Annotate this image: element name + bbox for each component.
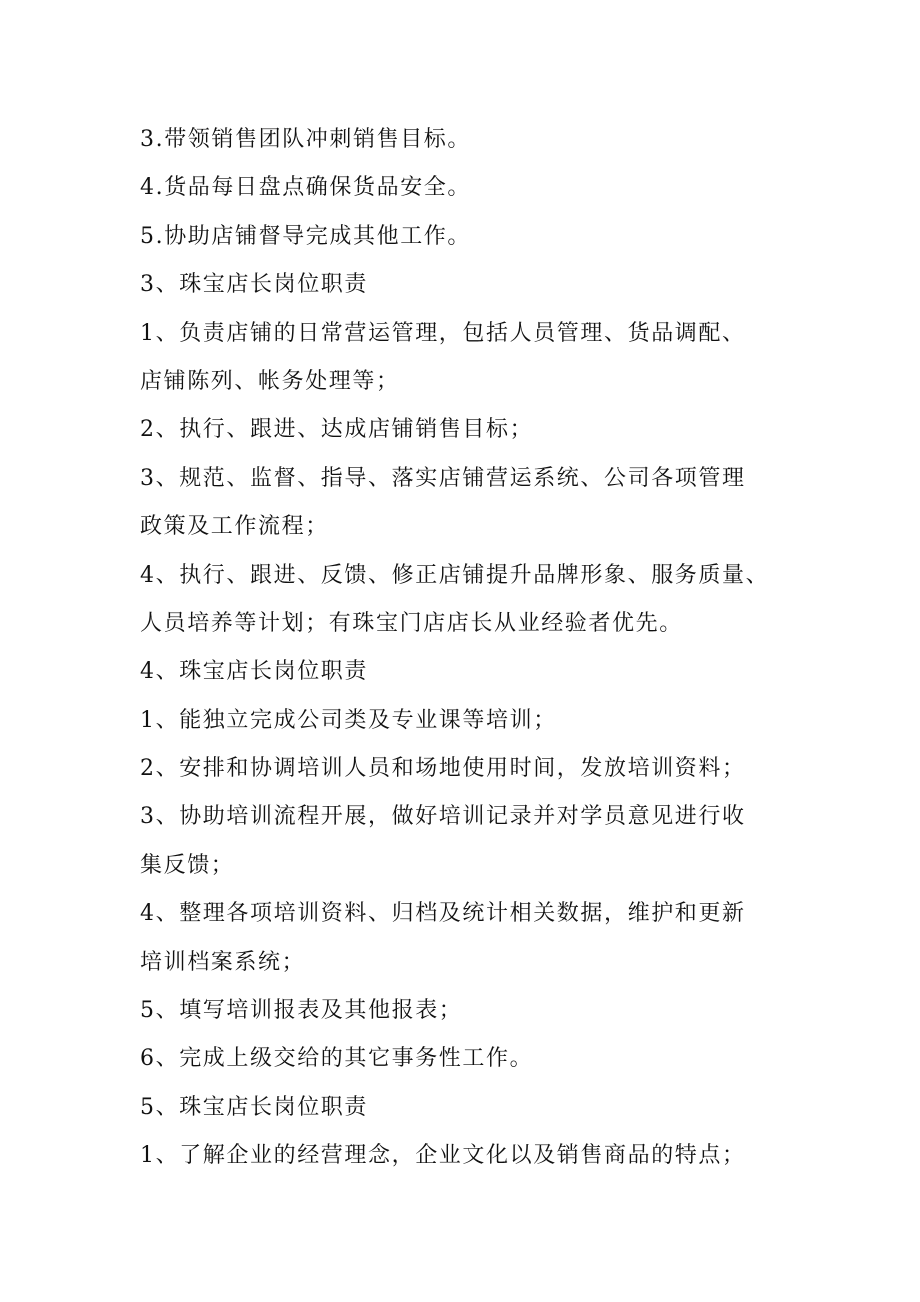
- text-line: 1、能独立完成公司类及专业课等培训；: [140, 707, 557, 733]
- section-heading: 4、珠宝店长岗位职责: [140, 659, 368, 685]
- text-line: 2、执行、跟进、达成店铺销售目标；: [140, 417, 534, 443]
- text-line: 培训档案系统；: [140, 949, 306, 975]
- text-line: 5.协助店铺督导完成其他工作。: [140, 223, 471, 249]
- text-line: 3、协助培训流程开展，做好培训记录并对学员意见进行收: [140, 804, 746, 830]
- text-line: 3、规范、监督、指导、落实店铺营运系统、公司各项管理: [140, 465, 746, 491]
- text-line: 6、完成上级交给的其它事务性工作。: [140, 1046, 534, 1072]
- text-line: 4、执行、跟进、反馈、修正店铺提升品牌形象、服务质量、: [140, 562, 770, 588]
- text-line: 集反馈；: [140, 852, 235, 878]
- text-line: 1、负责店铺的日常营运管理，包括人员管理、货品调配、: [140, 320, 746, 346]
- text-line: 4、整理各项培训资料、归档及统计相关数据，维护和更新: [140, 901, 746, 927]
- section-heading: 5、珠宝店长岗位职责: [140, 1094, 368, 1120]
- text-line: 政策及工作流程；: [140, 514, 329, 540]
- text-line: 1、了解企业的经营理念，企业文化以及销售商品的特点；: [140, 1143, 746, 1169]
- text-line: 5、填写培训报表及其他报表；: [140, 998, 463, 1024]
- document-body: [140, 116, 800, 1181]
- text-line: 2、安排和协调培训人员和场地使用时间，发放培训资料；: [140, 756, 746, 782]
- text-line: 人员培养等计划；有珠宝门店店长从业经验者优先。: [140, 610, 683, 636]
- section-heading: 3、珠宝店长岗位职责: [140, 272, 368, 298]
- text-line: 3.带领销售团队冲刺销售目标。: [140, 127, 471, 152]
- text-line: 4.货品每日盘点确保货品安全。: [140, 175, 471, 201]
- text-line: 店铺陈列、帐务处理等；: [140, 368, 400, 394]
